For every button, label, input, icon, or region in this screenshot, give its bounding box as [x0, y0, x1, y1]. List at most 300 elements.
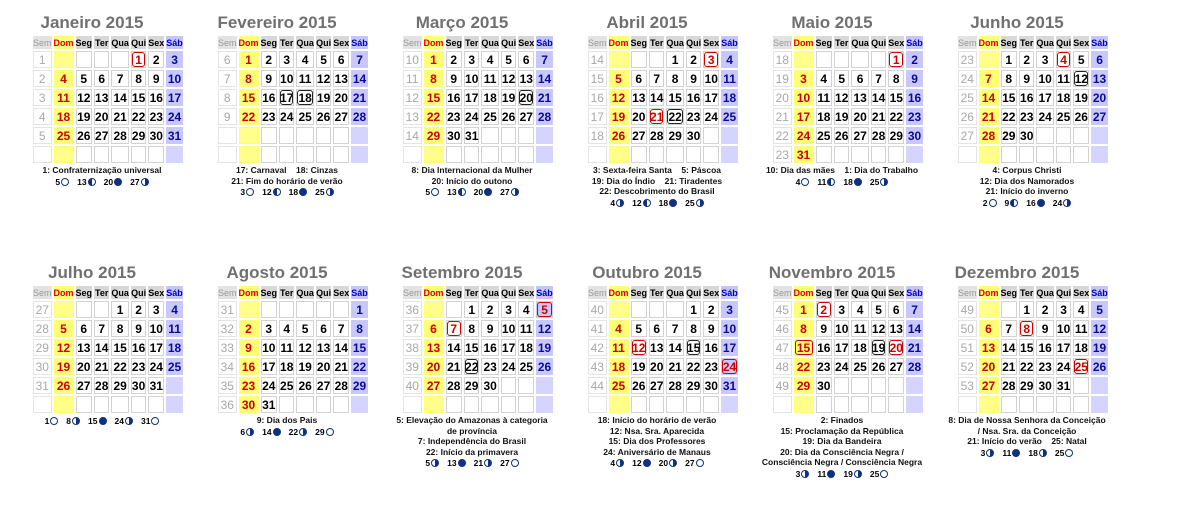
day-cell[interactable]: 25 — [1074, 359, 1088, 374]
day-cell[interactable]: 31 — [167, 128, 182, 143]
day-cell[interactable]: 26 — [296, 377, 314, 394]
day-cell[interactable]: 10 — [1036, 70, 1054, 87]
day-cell[interactable]: 20 — [632, 109, 646, 124]
day-cell[interactable]: 7 — [1001, 320, 1018, 337]
day-cell[interactable]: 30 — [686, 128, 701, 143]
day-cell[interactable]: 29 — [111, 377, 129, 394]
day-cell[interactable]: 11 — [609, 339, 629, 356]
day-cell[interactable]: 27 — [519, 109, 533, 124]
day-cell[interactable]: 2 — [481, 301, 499, 318]
day-cell[interactable]: 24 — [262, 378, 276, 393]
day-cell[interactable]: 19 — [609, 108, 629, 125]
day-cell[interactable]: 3 — [279, 51, 294, 68]
day-cell[interactable]: 11 — [280, 340, 294, 355]
day-cell[interactable]: 23 — [907, 109, 922, 124]
day-cell[interactable]: 23 — [704, 359, 718, 374]
day-cell[interactable]: 28 — [352, 109, 367, 124]
day-cell[interactable]: 15 — [465, 340, 479, 355]
day-cell[interactable]: 14 — [111, 89, 129, 106]
day-cell[interactable]: 6 — [631, 70, 648, 87]
day-cell[interactable]: 21 — [650, 109, 664, 124]
day-cell[interactable]: 1 — [351, 301, 368, 318]
day-cell[interactable]: 27 — [851, 127, 869, 144]
day-cell[interactable]: 28 — [666, 377, 684, 394]
day-cell[interactable]: 28 — [537, 109, 552, 124]
day-cell[interactable]: 5 — [501, 51, 516, 68]
day-cell[interactable]: 3 — [703, 51, 719, 68]
day-cell[interactable]: 21 — [334, 359, 348, 374]
day-cell[interactable]: 15 — [686, 340, 701, 355]
day-cell[interactable]: 2 — [148, 51, 164, 68]
day-cell[interactable]: 13 — [519, 71, 533, 86]
day-cell[interactable]: 21 — [95, 359, 109, 374]
day-cell[interactable]: 1 — [239, 51, 259, 68]
day-cell[interactable]: 27 — [77, 378, 91, 393]
day-cell[interactable]: 6 — [518, 51, 534, 68]
day-cell[interactable]: 29 — [465, 378, 479, 393]
day-cell[interactable]: 16 — [704, 340, 718, 355]
day-cell[interactable]: 26 — [316, 109, 331, 124]
day-cell[interactable]: 11 — [168, 321, 181, 336]
day-cell[interactable]: 31 — [149, 378, 163, 393]
day-cell[interactable]: 28 — [447, 378, 461, 393]
day-cell[interactable]: 16 — [262, 90, 276, 105]
day-cell[interactable]: 24 — [149, 359, 163, 374]
day-cell[interactable]: 14 — [447, 340, 461, 355]
day-cell[interactable]: 26 — [54, 377, 74, 394]
day-cell[interactable]: 8 — [888, 70, 904, 87]
day-cell[interactable]: 16 — [447, 90, 461, 105]
day-cell[interactable]: 30 — [1036, 377, 1054, 394]
day-cell[interactable]: 31 — [465, 128, 479, 143]
day-cell[interactable]: 9 — [481, 320, 499, 337]
day-cell[interactable]: 20 — [95, 109, 109, 124]
day-cell[interactable]: 22 — [1020, 359, 1034, 374]
day-cell[interactable]: 18 — [1056, 90, 1071, 105]
day-cell[interactable]: 16 — [149, 90, 163, 105]
day-cell[interactable]: 1 — [131, 51, 146, 68]
day-cell[interactable]: 19 — [871, 340, 886, 355]
day-cell[interactable]: 18 — [481, 89, 499, 106]
day-cell[interactable]: 1 — [1019, 301, 1034, 318]
day-cell[interactable]: 13 — [77, 340, 91, 355]
day-cell[interactable]: 31 — [262, 397, 276, 412]
day-cell[interactable]: 15 — [352, 340, 367, 355]
day-cell[interactable]: 4 — [721, 51, 738, 68]
day-cell[interactable]: 23 — [262, 109, 276, 124]
day-cell[interactable]: 9 — [148, 70, 164, 87]
day-cell[interactable]: 7 — [649, 70, 664, 87]
day-cell[interactable]: 18 — [519, 340, 533, 355]
day-cell[interactable]: 3 — [834, 301, 849, 318]
day-cell[interactable]: 6 — [888, 301, 904, 318]
day-cell[interactable]: 2 — [906, 51, 923, 68]
day-cell[interactable]: 25 — [1056, 109, 1071, 124]
day-cell[interactable]: 10 — [465, 71, 479, 86]
day-cell[interactable]: 13 — [316, 340, 331, 355]
day-cell[interactable]: 3 — [261, 320, 278, 337]
day-cell[interactable]: 10 — [722, 321, 737, 336]
day-cell[interactable]: 7 — [979, 70, 999, 87]
day-cell[interactable]: 30 — [907, 128, 922, 143]
day-cell[interactable]: 22 — [424, 108, 444, 125]
day-cell[interactable]: 25 — [519, 359, 533, 374]
day-cell[interactable]: 25 — [167, 359, 182, 374]
day-cell[interactable]: 17 — [722, 340, 737, 355]
day-cell[interactable]: 18 — [296, 89, 314, 106]
day-cell[interactable]: 2 — [261, 51, 278, 68]
day-cell[interactable]: 28 — [907, 359, 922, 374]
day-cell[interactable]: 31 — [722, 378, 737, 393]
day-cell[interactable]: 3 — [501, 301, 516, 318]
day-cell[interactable]: 15 — [424, 89, 444, 106]
day-cell[interactable]: 13 — [851, 89, 869, 106]
day-cell[interactable]: 2 — [1019, 51, 1034, 68]
day-cell[interactable]: 6 — [316, 320, 331, 337]
day-cell[interactable]: 4 — [851, 301, 869, 318]
day-cell[interactable]: 23 — [1020, 109, 1034, 124]
day-cell[interactable]: 8 — [111, 320, 129, 337]
day-cell[interactable]: 23 — [239, 377, 259, 394]
day-cell[interactable]: 16 — [686, 90, 701, 105]
day-cell[interactable]: 8 — [131, 70, 146, 87]
day-cell[interactable]: 12 — [316, 71, 331, 86]
day-cell[interactable]: 29 — [666, 127, 684, 144]
day-cell[interactable]: 12 — [1092, 321, 1107, 336]
day-cell[interactable]: 26 — [1074, 109, 1088, 124]
day-cell[interactable]: 5 — [631, 320, 648, 337]
day-cell[interactable]: 7 — [94, 320, 109, 337]
day-cell[interactable]: 24 — [1056, 359, 1071, 374]
day-cell[interactable]: 15 — [111, 339, 129, 356]
day-cell[interactable]: 9 — [1036, 320, 1054, 337]
day-cell[interactable]: 10 — [280, 71, 294, 86]
day-cell[interactable]: 5 — [1091, 301, 1108, 318]
day-cell[interactable]: 12 — [609, 89, 629, 106]
day-cell[interactable]: 17 — [835, 340, 849, 355]
day-cell[interactable]: 7 — [666, 320, 684, 337]
day-cell[interactable]: 10 — [149, 321, 163, 336]
day-cell[interactable]: 17 — [465, 90, 479, 105]
day-cell[interactable]: 18 — [851, 339, 869, 356]
day-cell[interactable]: 4 — [1073, 301, 1089, 318]
day-cell[interactable]: 16 — [131, 340, 146, 355]
day-cell[interactable]: 1 — [424, 51, 444, 68]
day-cell[interactable]: 13 — [95, 90, 109, 105]
day-cell[interactable]: 21 — [1002, 359, 1016, 374]
day-cell[interactable]: 22 — [686, 359, 701, 374]
day-cell[interactable]: 8 — [1001, 70, 1018, 87]
day-cell[interactable]: 4 — [518, 301, 534, 318]
day-cell[interactable]: 5 — [54, 320, 74, 337]
day-cell[interactable]: 15 — [666, 89, 684, 106]
day-cell[interactable]: 15 — [131, 90, 146, 105]
day-cell[interactable]: 26 — [609, 127, 629, 144]
day-cell[interactable]: 20 — [979, 358, 999, 375]
day-cell[interactable]: 22 — [465, 359, 479, 374]
day-cell[interactable]: 18 — [817, 109, 831, 124]
day-cell[interactable]: 7 — [351, 51, 368, 68]
day-cell[interactable]: 25 — [296, 108, 314, 125]
day-cell[interactable]: 11 — [723, 71, 736, 86]
day-cell[interactable]: 22 — [111, 358, 129, 375]
day-cell[interactable]: 9 — [703, 320, 719, 337]
day-cell[interactable]: 14 — [871, 90, 886, 105]
day-cell[interactable]: 8 — [239, 70, 259, 87]
day-cell[interactable]: 24 — [280, 109, 294, 124]
day-cell[interactable]: 10 — [501, 321, 516, 336]
day-cell[interactable]: 23 — [149, 109, 163, 124]
day-cell[interactable]: 9 — [239, 339, 259, 356]
day-cell[interactable]: 5 — [871, 301, 886, 318]
day-cell[interactable]: 11 — [817, 90, 831, 105]
day-cell[interactable]: 27 — [334, 109, 348, 124]
day-cell[interactable]: 12 — [871, 321, 886, 336]
day-cell[interactable]: 15 — [794, 339, 814, 356]
day-cell[interactable]: 8 — [464, 320, 479, 337]
day-cell[interactable]: 21 — [979, 108, 999, 125]
day-cell[interactable]: 1 — [111, 301, 129, 318]
day-cell[interactable]: 8 — [686, 320, 701, 337]
day-cell[interactable]: 12 — [537, 321, 552, 336]
day-cell[interactable]: 16 — [239, 358, 259, 375]
day-cell[interactable]: 2 — [1036, 301, 1054, 318]
day-cell[interactable]: 12 — [54, 339, 74, 356]
day-cell[interactable]: 14 — [352, 71, 367, 86]
day-cell[interactable]: 24 — [465, 109, 479, 124]
day-cell[interactable]: 26 — [632, 378, 646, 393]
day-cell[interactable]: 29 — [889, 128, 903, 143]
day-cell[interactable]: 27 — [650, 378, 664, 393]
day-cell[interactable]: 6 — [424, 320, 444, 337]
day-cell[interactable]: 19 — [77, 109, 91, 124]
day-cell[interactable]: 7 — [536, 51, 553, 68]
day-cell[interactable]: 2 — [446, 51, 463, 68]
day-cell[interactable]: 1 — [794, 301, 814, 318]
day-cell[interactable]: 20 — [851, 108, 869, 125]
day-cell[interactable]: 25 — [817, 128, 831, 143]
day-cell[interactable]: 28 — [334, 378, 348, 393]
day-cell[interactable]: 26 — [537, 359, 552, 374]
day-cell[interactable]: 22 — [1002, 109, 1016, 124]
day-cell[interactable]: 22 — [131, 109, 146, 124]
day-cell[interactable]: 26 — [501, 109, 516, 124]
day-cell[interactable]: 5 — [296, 320, 314, 337]
day-cell[interactable]: 27 — [316, 378, 331, 393]
day-cell[interactable]: 6 — [94, 70, 109, 87]
day-cell[interactable]: 8 — [666, 70, 684, 87]
day-cell[interactable]: 2 — [239, 320, 259, 337]
day-cell[interactable]: 9 — [906, 70, 923, 87]
day-cell[interactable]: 4 — [54, 70, 74, 87]
day-cell[interactable]: 20 — [889, 340, 903, 355]
day-cell[interactable]: 10 — [262, 340, 276, 355]
day-cell[interactable]: 18 — [722, 90, 737, 105]
day-cell[interactable]: 10 — [704, 71, 718, 86]
day-cell[interactable]: 19 — [54, 358, 74, 375]
day-cell[interactable]: 11 — [1074, 321, 1088, 336]
day-cell[interactable]: 18 — [167, 340, 182, 355]
day-cell[interactable]: 18 — [280, 359, 294, 374]
day-cell[interactable]: 13 — [889, 321, 903, 336]
day-cell[interactable]: 20 — [77, 359, 91, 374]
day-cell[interactable]: 12 — [77, 90, 91, 105]
day-cell[interactable]: 31 — [1056, 378, 1071, 393]
day-cell[interactable]: 20 — [519, 90, 533, 105]
day-cell[interactable]: 16 — [907, 90, 922, 105]
day-cell[interactable]: 11 — [296, 70, 314, 87]
day-cell[interactable]: 28 — [871, 128, 886, 143]
day-cell[interactable]: 19 — [1074, 90, 1088, 105]
day-cell[interactable]: 20 — [650, 359, 664, 374]
day-cell[interactable]: 5 — [1073, 51, 1089, 68]
day-cell[interactable]: 13 — [650, 340, 664, 355]
day-cell[interactable]: 9 — [1019, 70, 1034, 87]
day-cell[interactable]: 4 — [296, 51, 314, 68]
day-cell[interactable]: 1 — [464, 301, 479, 318]
day-cell[interactable]: 17 — [794, 108, 814, 125]
day-cell[interactable]: 19 — [296, 358, 314, 375]
day-cell[interactable]: 3 — [721, 301, 738, 318]
day-cell[interactable]: 30 — [481, 377, 499, 394]
day-cell[interactable]: 12 — [296, 339, 314, 356]
day-cell[interactable]: 25 — [609, 377, 629, 394]
day-cell[interactable]: 16 — [1036, 339, 1054, 356]
day-cell[interactable]: 3 — [1056, 301, 1071, 318]
day-cell[interactable]: 14 — [650, 90, 664, 105]
day-cell[interactable]: 8 — [351, 320, 368, 337]
day-cell[interactable]: 6 — [333, 51, 349, 68]
day-cell[interactable]: 18 — [609, 358, 629, 375]
day-cell[interactable]: 19 — [537, 340, 552, 355]
day-cell[interactable]: 27 — [889, 359, 903, 374]
day-cell[interactable]: 27 — [95, 128, 109, 143]
day-cell[interactable]: 29 — [794, 377, 814, 394]
day-cell[interactable]: 8 — [424, 70, 444, 87]
day-cell[interactable]: 5 — [609, 70, 629, 87]
day-cell[interactable]: 9 — [446, 70, 463, 87]
day-cell[interactable]: 15 — [239, 89, 259, 106]
day-cell[interactable]: 14 — [1002, 340, 1016, 355]
day-cell[interactable]: 21 — [111, 108, 129, 125]
day-cell[interactable]: 24 — [835, 359, 849, 374]
day-cell[interactable]: 20 — [334, 90, 348, 105]
day-cell[interactable]: 15 — [1020, 340, 1034, 355]
day-cell[interactable]: 3 — [148, 301, 164, 318]
day-cell[interactable]: 5 — [76, 70, 93, 87]
day-cell[interactable]: 4 — [609, 320, 629, 337]
day-cell[interactable]: 1 — [888, 51, 904, 68]
day-cell[interactable]: 11 — [481, 70, 499, 87]
day-cell[interactable]: 29 — [424, 127, 444, 144]
day-cell[interactable]: 6 — [1091, 51, 1108, 68]
day-cell[interactable]: 16 — [481, 339, 499, 356]
day-cell[interactable]: 30 — [704, 378, 718, 393]
day-cell[interactable]: 4 — [816, 70, 833, 87]
day-cell[interactable]: 3 — [464, 51, 479, 68]
day-cell[interactable]: 29 — [686, 378, 701, 393]
day-cell[interactable]: 30 — [239, 396, 259, 413]
day-cell[interactable]: 22 — [239, 108, 259, 125]
day-cell[interactable]: 3 — [1036, 51, 1054, 68]
day-cell[interactable]: 16 — [817, 340, 831, 355]
day-cell[interactable]: 4 — [1056, 51, 1071, 68]
day-cell[interactable]: 30 — [447, 128, 461, 143]
day-cell[interactable]: 24 — [1036, 108, 1054, 125]
day-cell[interactable]: 23 — [481, 358, 499, 375]
day-cell[interactable]: 27 — [424, 377, 444, 394]
day-cell[interactable]: 10 — [1056, 321, 1071, 336]
day-cell[interactable]: 14 — [979, 89, 999, 106]
day-cell[interactable]: 29 — [131, 128, 146, 143]
day-cell[interactable]: 12 — [501, 71, 516, 86]
day-cell[interactable]: 7 — [906, 301, 923, 318]
day-cell[interactable]: 21 — [537, 90, 552, 105]
day-cell[interactable]: 28 — [111, 127, 129, 144]
day-cell[interactable]: 19 — [835, 109, 849, 124]
day-cell[interactable]: 21 — [352, 90, 367, 105]
day-cell[interactable]: 14 — [334, 340, 348, 355]
day-cell[interactable]: 1 — [1001, 51, 1018, 68]
day-cell[interactable]: 13 — [632, 90, 646, 105]
day-cell[interactable]: 19 — [501, 90, 516, 105]
day-cell[interactable]: 27 — [632, 128, 646, 143]
day-cell[interactable]: 18 — [1074, 340, 1088, 355]
day-cell[interactable]: 29 — [352, 378, 367, 393]
day-cell[interactable]: 24 — [794, 127, 814, 144]
day-cell[interactable]: 24 — [501, 359, 516, 374]
day-cell[interactable]: 30 — [149, 128, 163, 143]
day-cell[interactable]: 2 — [816, 301, 833, 318]
day-cell[interactable]: 12 — [835, 90, 849, 105]
day-cell[interactable]: 4 — [166, 301, 183, 318]
day-cell[interactable]: 24 — [722, 359, 737, 374]
day-cell[interactable]: 28 — [1002, 378, 1016, 393]
day-cell[interactable]: 20 — [1092, 90, 1107, 105]
day-cell[interactable]: 23 — [131, 359, 146, 374]
day-cell[interactable]: 23 — [1036, 358, 1054, 375]
day-cell[interactable]: 19 — [1092, 340, 1107, 355]
day-cell[interactable]: 6 — [649, 320, 664, 337]
day-cell[interactable]: 14 — [907, 321, 922, 336]
day-cell[interactable]: 25 — [851, 358, 869, 375]
day-cell[interactable]: 29 — [1020, 378, 1034, 393]
day-cell[interactable]: 18 — [54, 108, 74, 125]
day-cell[interactable]: 17 — [1056, 340, 1071, 355]
day-cell[interactable]: 5 — [536, 301, 553, 318]
day-cell[interactable]: 26 — [1092, 359, 1107, 374]
day-cell[interactable]: 14 — [95, 340, 109, 355]
day-cell[interactable]: 11 — [851, 320, 869, 337]
day-cell[interactable]: 4 — [481, 51, 499, 68]
day-cell[interactable]: 2 — [686, 51, 701, 68]
day-cell[interactable]: 22 — [666, 108, 684, 125]
day-cell[interactable]: 25 — [280, 378, 294, 393]
day-cell[interactable]: 6 — [76, 320, 93, 337]
day-cell[interactable]: 13 — [979, 339, 999, 356]
day-cell[interactable]: 15 — [889, 90, 903, 105]
day-cell[interactable]: 25 — [54, 127, 74, 144]
day-cell[interactable]: 10 — [835, 321, 849, 336]
day-cell[interactable]: 26 — [77, 128, 91, 143]
day-cell[interactable]: 23 — [817, 359, 831, 374]
day-cell[interactable]: 13 — [1092, 71, 1107, 86]
day-cell[interactable]: 8 — [1019, 320, 1034, 337]
day-cell[interactable]: 21 — [907, 340, 922, 355]
day-cell[interactable]: 10 — [167, 71, 182, 86]
day-cell[interactable]: 28 — [95, 378, 109, 393]
day-cell[interactable]: 7 — [333, 320, 349, 337]
